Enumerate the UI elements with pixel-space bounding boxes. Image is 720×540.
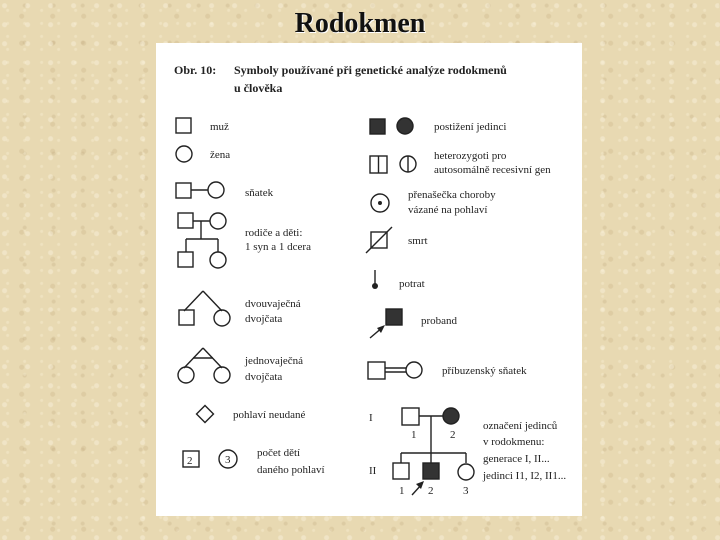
label-postizeni: postižení jedinci [434,121,507,133]
index-I1: 1 [411,429,417,441]
deceased-icon [366,227,392,253]
label-pocet-line2: daného pohlaví [257,464,325,476]
label-oznaceni-line4: jedinci I1, I2, II1... [483,470,567,482]
label-proband: proband [421,315,458,327]
generation-I-label: I [369,412,373,424]
example-pedigree-icon [393,408,474,495]
label-jednovajecna-line2: dvojčata [245,371,283,383]
index-II1: 1 [399,485,405,497]
pedigree-symbols-figure [156,43,582,516]
label-jednovajecna-line1: jednovaječná [245,355,304,367]
slide-title: Rodokmen [294,8,426,39]
carrier-female-icon [371,194,389,212]
consanguineous-mating-icon [368,362,422,379]
label-oznaceni-line1: označení jedinců [483,420,558,432]
female-circle-icon [176,146,192,162]
count-square-number: 2 [187,455,193,467]
label-prenasecka-line1: přenašečka choroby [408,189,496,201]
dizygotic-twins-icon [179,291,230,326]
label-muz: muž [210,121,229,133]
label-rodice-line2: 1 syn a 1 dcera [245,241,311,253]
label-oznaceni-line3: generace I, II... [483,453,550,465]
figure-svg [156,43,582,516]
label-dvouvajecna-line1: dvouvaječná [245,298,301,310]
label-snatek: sňatek [245,187,274,199]
miscarriage-icon [372,270,378,289]
monozygotic-twins-icon [178,348,230,383]
label-potrat: potrat [399,278,425,290]
proband-icon [370,309,402,338]
affected-individuals-icon [370,118,413,134]
label-pohlavi-neudane: pohlaví neudané [233,409,306,421]
label-prenasecka-line2: vázané na pohlaví [408,204,488,216]
figure-caption-line2: u člověka [234,81,283,95]
mating-icon [176,182,224,198]
parents-children-icon [178,213,226,268]
label-heterozygoti-line2: autosomálně recesivní gen [434,164,551,176]
index-II2: 2 [428,485,434,497]
index-II3: 3 [463,485,469,497]
label-pocet-line1: počet dětí [257,447,301,459]
label-pribuzensky: příbuzenský sňatek [442,365,527,377]
count-circle-number: 3 [225,454,231,466]
figure-caption-line1: Symboly používané při genetické analýze rodokmenů [234,63,507,77]
figure-label: Obr. 10: [174,63,217,77]
male-square-icon [176,118,191,133]
label-zena: žena [210,149,231,161]
heterozygote-icon [370,156,416,173]
generation-II-label: II [369,465,377,477]
label-rodice-line1: rodiče a děti: [245,227,303,239]
label-smrt: smrt [408,235,428,247]
label-dvouvajecna-line2: dvojčata [245,313,283,325]
label-heterozygoti-line1: heterozygoti pro [434,150,507,162]
label-oznaceni-line2: v rodokmenu: [483,436,545,448]
index-I2: 2 [450,429,456,441]
sex-unspecified-diamond-icon [197,406,214,423]
